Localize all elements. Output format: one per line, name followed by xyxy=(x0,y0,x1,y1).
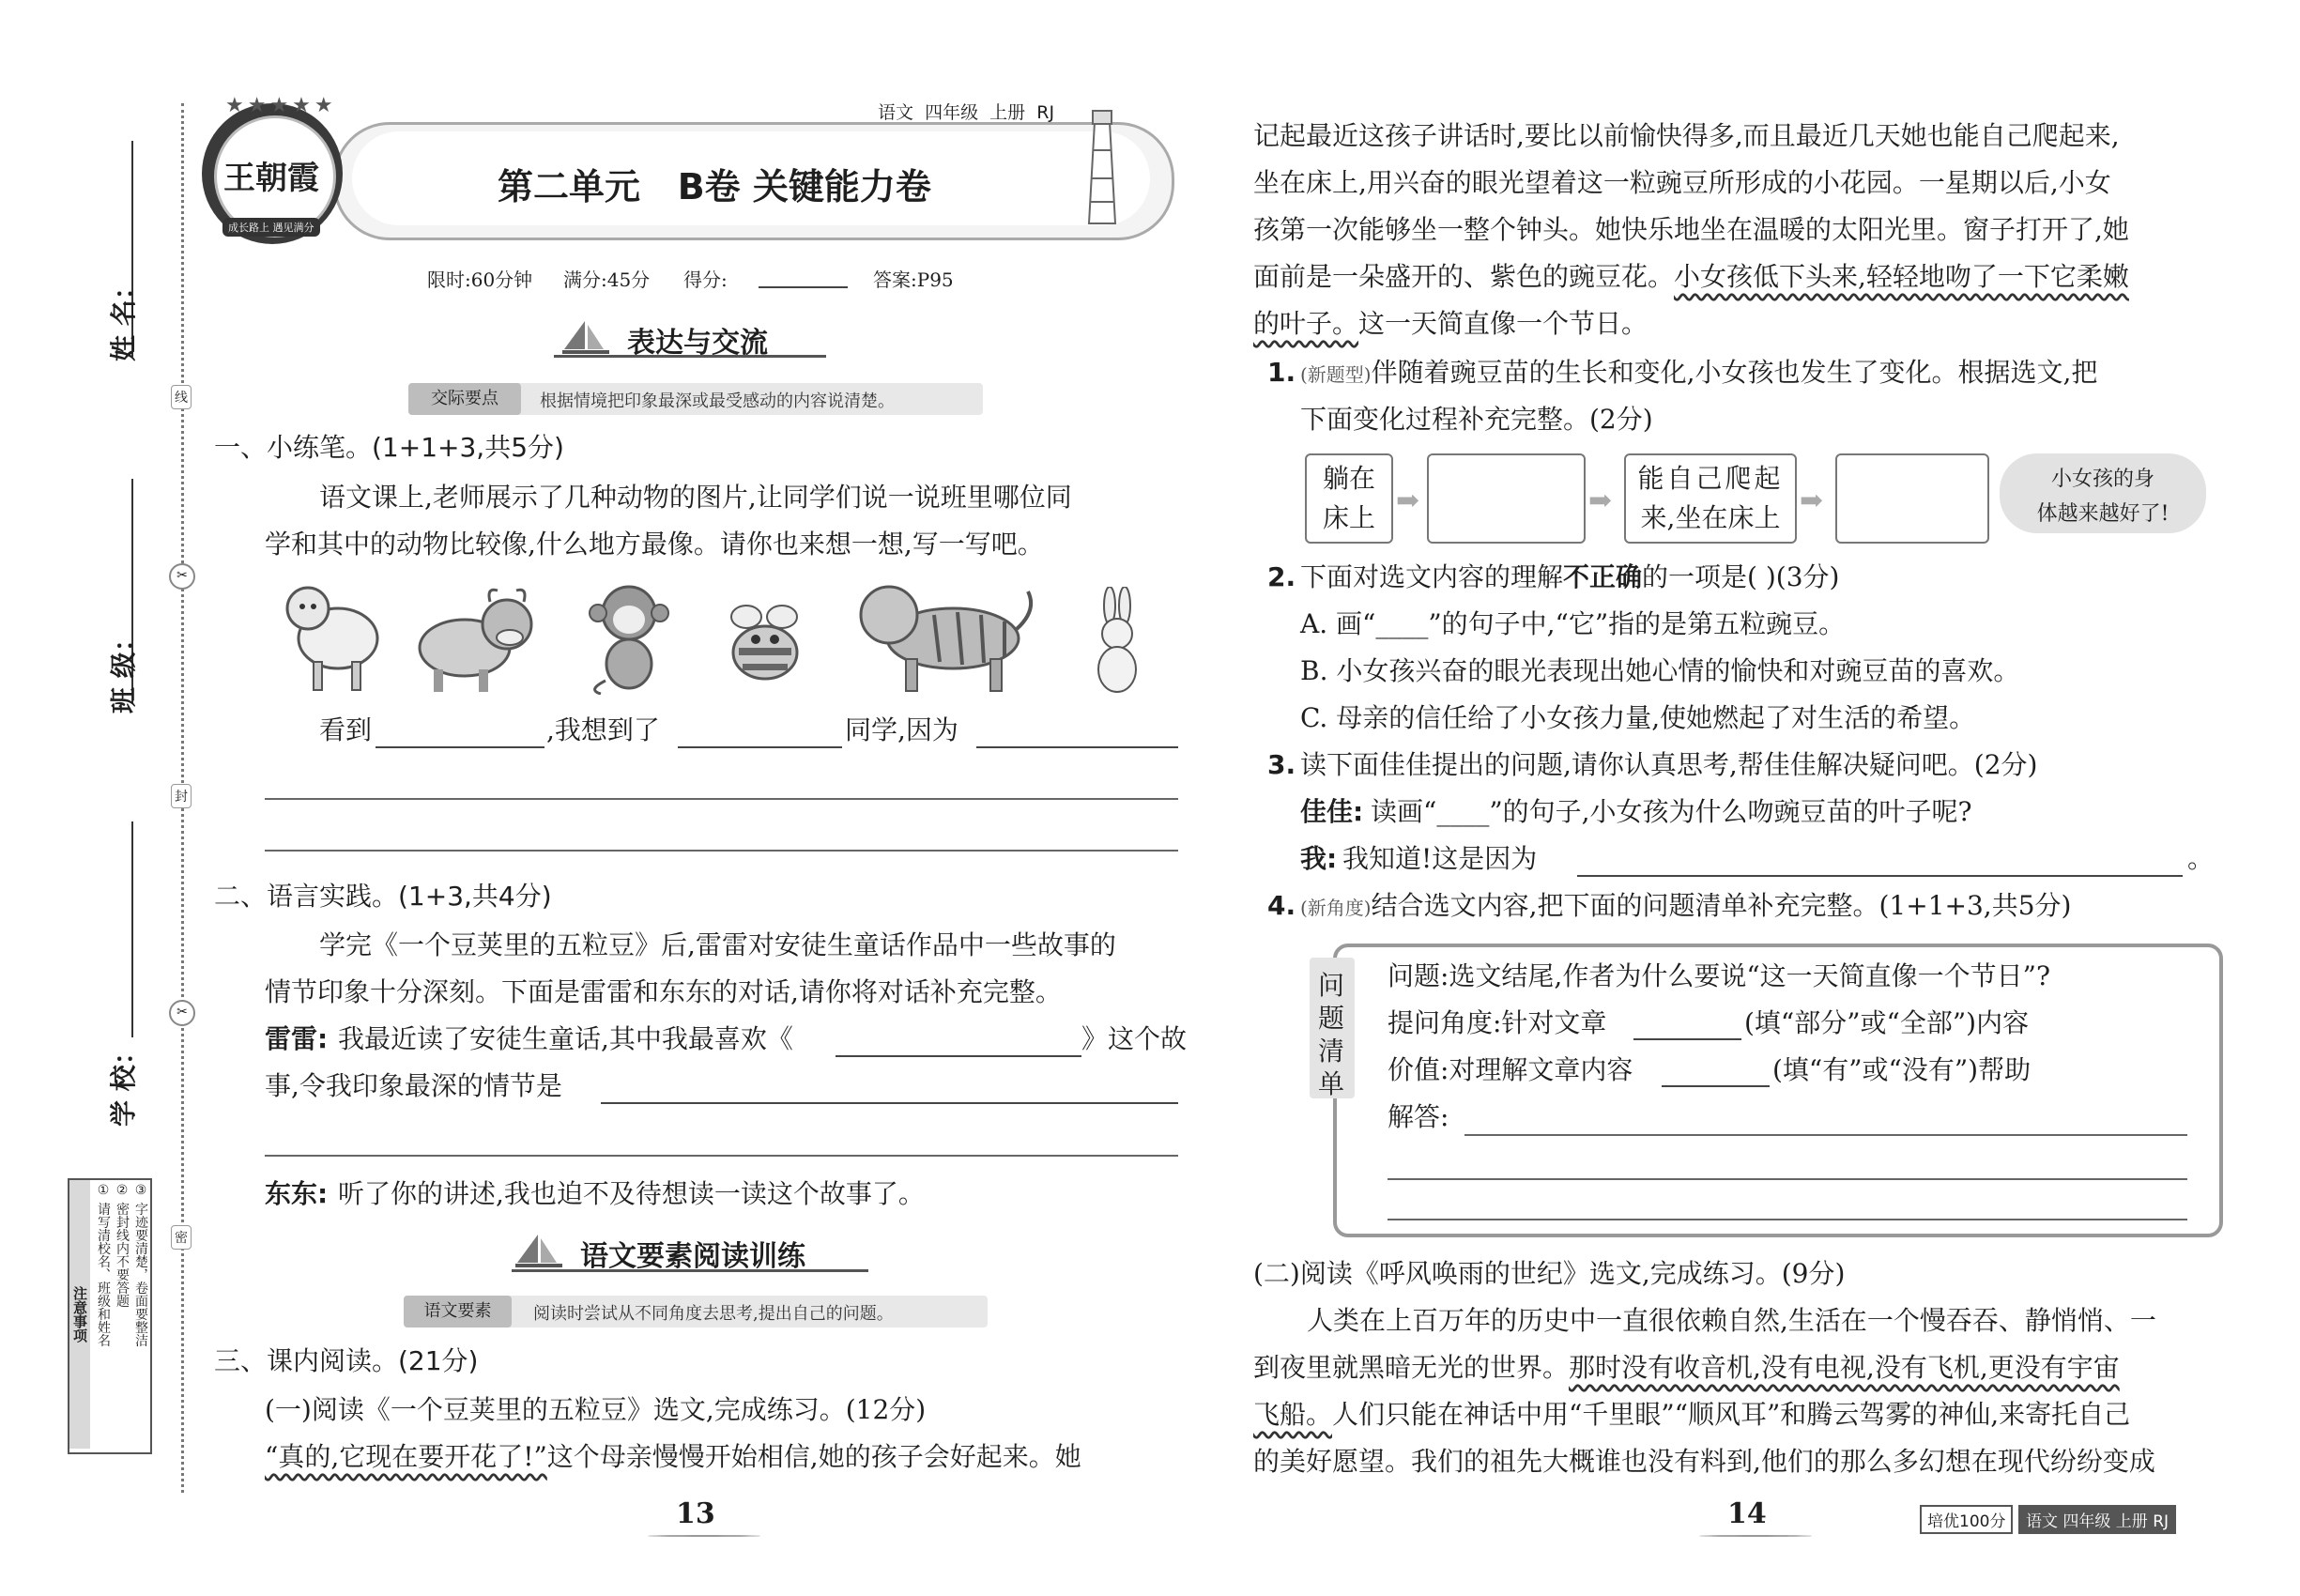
flow-blank-1[interactable] xyxy=(1427,453,1586,544)
q2-heading: 二、语言实践。(1+3,共4分) xyxy=(214,881,552,912)
r2-text xyxy=(1300,554,1839,601)
star-icon: ★★★★★ xyxy=(225,94,337,117)
page-title: 第二单元 B卷 关键能力卷 xyxy=(498,166,931,207)
r1-text xyxy=(1300,349,2097,398)
wavy-sentence: 小女孩低下头来,轻轻地吻了一下它柔嫩 xyxy=(1674,261,2129,292)
r4-value-end: (填“有”或“没有”)帮助 xyxy=(1772,1054,2032,1085)
r2-stem-end: 的一项是( )(3分) xyxy=(1642,561,1840,592)
passage-text: 面前是一朵盛开的、紫色的豌豆花。 xyxy=(1253,261,1675,292)
rabbit-icon xyxy=(1089,587,1145,695)
cut-mark-1: 线 xyxy=(171,385,192,409)
plot-blank[interactable] xyxy=(601,1102,1178,1104)
q1-answer-line[interactable] xyxy=(265,798,1178,800)
r4-stem: 结合选文内容,把下面的问题清单补充完整。(1+1+3,共5分) xyxy=(1371,890,2072,921)
r4-angle-blank[interactable] xyxy=(1633,1038,1741,1040)
flow-step-2 xyxy=(1624,453,1797,544)
q1-fill-because: 同学,因为 xyxy=(845,714,958,745)
q1-text: 学和其中的动物比较像,什么地方最像。请你也来想一想,写一写吧。 xyxy=(265,529,1044,560)
wavy-sentence: 的叶子。 xyxy=(1253,308,1359,339)
monkey-icon xyxy=(587,577,671,695)
question-list-label: 问 xyxy=(1318,970,1345,1001)
name-label: 姓 名： xyxy=(108,273,139,361)
flow-result-cloud xyxy=(2000,453,2206,533)
q1-blank-animal[interactable] xyxy=(376,746,544,748)
r4-value-blank[interactable] xyxy=(1662,1085,1770,1087)
wavy-sentence: 那时没有收音机,没有电视,没有飞机,更没有宇宙 xyxy=(1569,1352,2120,1383)
passage-line xyxy=(1253,1391,2130,1438)
flow-result-text: 体越来越好了! xyxy=(2036,502,2170,526)
r3-text: 读下面佳佳提出的问题,请你认真思考,帮佳佳解决疑问吧。(2分) xyxy=(1300,749,2038,780)
r2-option-b[interactable]: B. 小女孩兴奋的眼光表现出她心情的愉快和对豌豆苗的喜欢。 xyxy=(1300,655,2020,686)
leilei-name: 雷雷: xyxy=(265,1023,329,1054)
q1-fill-think: ,我想到了 xyxy=(546,714,660,745)
scissor-icon: ✂ xyxy=(169,1000,195,1026)
r2-option-c[interactable]: C. 母亲的信任给了小女孩力量,使她燃起了对生活的希望。 xyxy=(1300,702,1976,733)
q2-text: 情节印象十分深刻。下面是雷雷和东东的对话,请你将对话补充完整。 xyxy=(265,976,1062,1007)
passage-line xyxy=(1253,300,1648,347)
jiajia-text: 读画“____”的句子,小女孩为什么吻豌豆苗的叶子呢? xyxy=(1371,796,1972,827)
class-label: 班 级： xyxy=(108,625,139,714)
r3-number: 3. xyxy=(1267,749,1296,780)
bee-icon xyxy=(718,596,812,690)
sailboat-icon xyxy=(512,1233,568,1274)
leilei-text: 》这个故 xyxy=(1081,1023,1188,1054)
passage-text: 这一天简直像一个节日。 xyxy=(1358,308,1648,339)
passage-text: 到夜里就黑暗无光的世界。 xyxy=(1253,1352,1570,1383)
page-number-right: 14 xyxy=(1727,1497,1767,1530)
arrow-right-icon: ➡ xyxy=(1800,484,1824,517)
r2-emphasis: 不正确 xyxy=(1563,561,1643,592)
dongdong-name: 东东: xyxy=(265,1178,329,1209)
tip-text: 阅读时尝试从不同角度去思考,提出自己的问题。 xyxy=(533,1304,894,1324)
time-limit: 限时:60分钟 xyxy=(427,269,533,291)
cut-mark-2: 封 xyxy=(171,784,192,808)
flow-step-text: 床上 xyxy=(1322,502,1375,533)
school-label: 学 校： xyxy=(108,1038,139,1127)
q1-text: 语文课上,老师展示了几种动物的图片,让同学们说一说班里哪位同 xyxy=(319,482,1072,513)
r4-question: 问题:选文结尾,作者为什么要说“这一天简直像一个节日”? xyxy=(1388,960,2050,991)
page-ornament xyxy=(1699,1535,1812,1537)
r4-text xyxy=(1300,882,2071,931)
arrow-right-icon: ➡ xyxy=(1588,484,1613,517)
score-label: 得分: xyxy=(683,269,728,291)
cut-mark-3: 密 xyxy=(171,1225,192,1250)
brand-tagline: 成长路上 遇见满分 xyxy=(222,218,320,237)
q2-text: 学完《一个豆荚里的五粒豆》后,雷雷对安徒生童话作品中一些故事的 xyxy=(319,929,1116,960)
q1-blank-classmate[interactable] xyxy=(678,746,842,748)
cow-icon xyxy=(413,577,535,695)
jiajia-name: 佳佳: xyxy=(1300,796,1364,827)
r4-tag: (新角度) xyxy=(1300,897,1372,919)
flow-result-text: 小女孩的身 xyxy=(2050,468,2154,491)
r1-tag: (新题型) xyxy=(1300,363,1372,386)
favorite-story-blank[interactable] xyxy=(836,1055,1081,1057)
notice-item: ③ 字迹要清楚，卷面要整洁 xyxy=(133,1183,148,1347)
passage-text: 人们只能在神话中用“千里眼”“顺风耳”和腾云驾雾的神仙,来寄托自己 xyxy=(1332,1399,2131,1430)
page-ornament xyxy=(648,1535,760,1537)
me-name: 我: xyxy=(1300,843,1338,874)
r4-answer-line[interactable] xyxy=(1464,1134,2187,1136)
reading1-title: (一)阅读《一个豆荚里的五粒豆》选文,完成练习。(12分) xyxy=(265,1394,927,1425)
flow-blank-2[interactable] xyxy=(1835,453,1989,544)
r1-stem: 伴随着豌豆苗的生长和变化,小女孩也发生了变化。根据选文,把 xyxy=(1371,357,2098,388)
r4-angle-end: (填“部分”或“全部”)内容 xyxy=(1744,1007,2030,1038)
r3-end: 。 xyxy=(2187,843,2215,874)
question-list-label: 题 xyxy=(1318,1003,1345,1034)
passage-line: 人类在上百万年的历史中一直很依赖自然,生活在一个慢吞吞、静悄悄、一 xyxy=(1307,1305,2156,1336)
section-title-express: 表达与交流 xyxy=(627,327,768,360)
q1-fill-see: 看到 xyxy=(319,714,373,745)
leilei-text: 我最近读了安徒生童话,其中我最喜欢《 xyxy=(338,1023,793,1054)
r4-angle: 提问角度:针对文章 xyxy=(1388,1007,1607,1038)
flow-step-text: 来,坐在床上 xyxy=(1640,502,1781,533)
q1-heading: 一、小练笔。(1+1+3,共5分) xyxy=(214,432,564,463)
footer-meta: 语文 四年级 上册 RJ xyxy=(2018,1505,2176,1534)
section-title-reading: 语文要素阅读训练 xyxy=(580,1240,805,1273)
r1-number: 1. xyxy=(1267,357,1296,388)
passage-line xyxy=(1253,253,2129,300)
dongdong-text: 听了你的讲述,我也迫不及待想读一读这个故事了。 xyxy=(338,1178,925,1209)
r3-answer-blank[interactable] xyxy=(1577,875,2183,877)
sheep-icon xyxy=(282,573,385,695)
r4-value: 价值:对理解文章内容 xyxy=(1388,1054,1633,1085)
flow-step-text: 躺在 xyxy=(1322,463,1375,494)
question-list-label: 单 xyxy=(1318,1068,1345,1099)
wavy-quote: “真的,它现在要开花了!” xyxy=(265,1441,547,1472)
binding-margin xyxy=(0,0,188,1596)
lighthouse-icon xyxy=(1080,103,1125,225)
flow-step-text: 能自己爬起 xyxy=(1637,463,1784,494)
notice-item: ① 请写清校名、班级和姓名 xyxy=(96,1183,111,1347)
score-field[interactable] xyxy=(759,286,848,288)
q3-heading: 三、课内阅读。(21分) xyxy=(214,1345,479,1376)
section-underline xyxy=(512,1269,868,1272)
wavy-sentence: 飞船。 xyxy=(1253,1399,1333,1430)
r4-number: 4. xyxy=(1267,890,1296,921)
header-meta: 语文 四年级 上册 RJ xyxy=(878,102,1055,123)
full-score: 满分:45分 xyxy=(563,269,651,291)
section-underline xyxy=(554,355,826,358)
passage-line: 的美好愿望。我们的祖先大概谁也没有料到,他们的那么多幻想在现代纷纷变成 xyxy=(1253,1446,2155,1477)
arrow-right-icon: ➡ xyxy=(1396,484,1420,517)
notice-item: ② 密封线内不要答题 xyxy=(115,1183,130,1308)
passage-line: 记起最近这孩子讲话时,要比以前愉快得多,而且最近几天她也能自己爬起来, xyxy=(1253,120,2120,151)
passage-line: 孩第一次能够坐一整个钟头。她快乐地坐在温暖的太阳光里。窗子打开了,她 xyxy=(1253,214,2129,245)
footer-brand: 培优100分 xyxy=(1920,1505,2013,1534)
r2-number: 2. xyxy=(1267,561,1296,592)
r4-answer-line[interactable] xyxy=(1388,1219,2187,1220)
passage-line: 坐在床上,用兴奋的眼光望着这一粒豌豆所形成的小花园。一星期以后,小女 xyxy=(1253,167,2111,198)
school-field[interactable] xyxy=(131,821,133,1037)
notice-title: 注意事项 xyxy=(69,1180,90,1449)
reading1-text-rest: 这个母亲慢慢开始相信,她的孩子会好起来。她 xyxy=(546,1441,1081,1472)
tip-text: 根据情境把印象最深或最受感动的内容说清楚。 xyxy=(540,391,895,411)
flow-step-1 xyxy=(1305,453,1393,544)
question-list-label: 清 xyxy=(1318,1036,1345,1067)
r2-option-a[interactable]: A. 画“____”的句子中,“它”指的是第五粒豌豆。 xyxy=(1300,608,1846,639)
tip-tag: 语文要素 xyxy=(404,1296,512,1327)
reading1-text xyxy=(265,1434,1081,1481)
q1-blank-reason[interactable] xyxy=(976,746,1178,748)
r4-answer-line[interactable] xyxy=(1388,1178,2187,1180)
r1-text: 下面变化过程补充完整。(2分) xyxy=(1300,404,1653,435)
r4-answer-label: 解答: xyxy=(1388,1101,1449,1132)
brand-name: 王朝霞 xyxy=(223,160,319,197)
reading2-title: (二)阅读《呼风唤雨的世纪》选文,完成练习。(9分) xyxy=(1253,1258,1846,1289)
q1-answer-line[interactable] xyxy=(265,850,1178,852)
me-text: 我知道!这是因为 xyxy=(1342,843,1538,874)
page-number-left: 13 xyxy=(676,1497,715,1530)
animal-row xyxy=(272,573,1155,704)
tiger-icon xyxy=(850,573,1037,695)
r2-stem: 下面对选文内容的理解 xyxy=(1300,561,1564,592)
plot-blank-line2[interactable] xyxy=(265,1155,1178,1157)
tip-tag: 交际要点 xyxy=(408,383,521,415)
scissor-icon: ✂ xyxy=(169,563,195,590)
passage-line xyxy=(1253,1344,2120,1391)
leilei-text: 事,令我印象最深的情节是 xyxy=(265,1070,562,1101)
answer-page: 答案:P95 xyxy=(873,269,954,291)
